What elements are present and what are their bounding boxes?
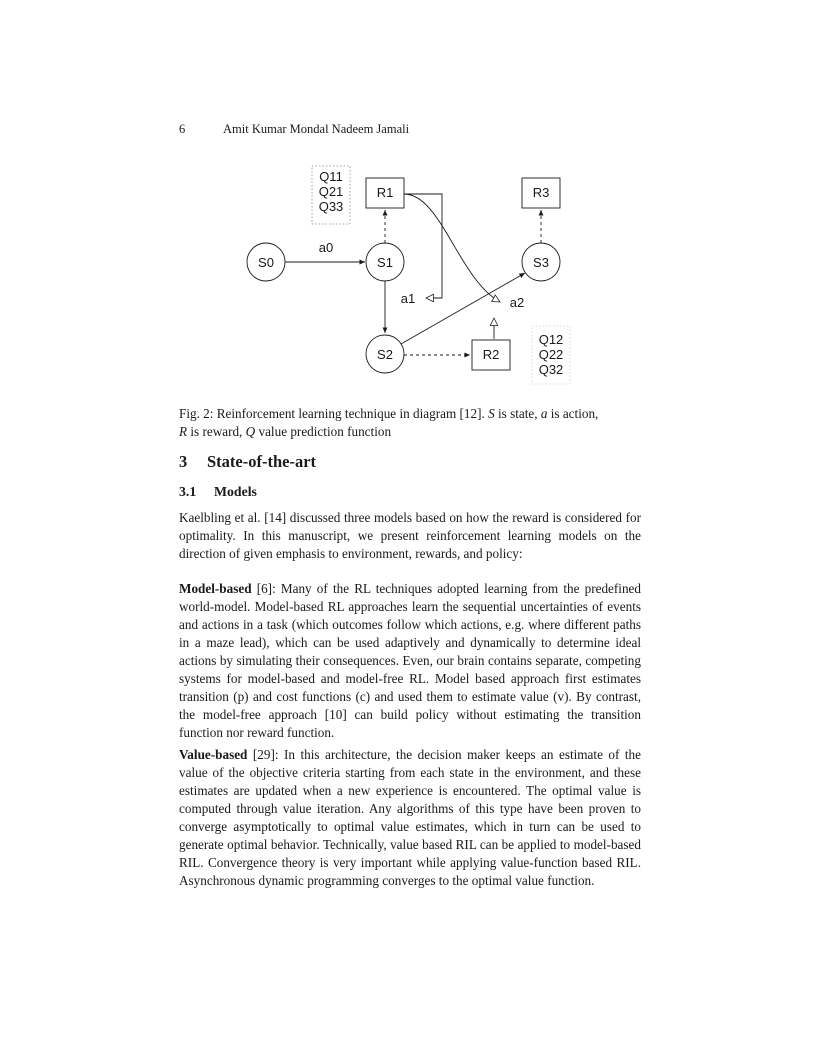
r2-label: R2 xyxy=(482,347,500,362)
edge-r1-a2 xyxy=(404,194,500,302)
a0-label: a0 xyxy=(318,240,334,255)
s3-label: S3 xyxy=(533,255,549,270)
caption-var-a: a xyxy=(540,406,548,421)
q33-label: Q33 xyxy=(318,199,344,214)
edge-s2-s3 xyxy=(401,273,525,344)
model-based-text: [6]: Many of the RL techniques adopted learning from the predefined world-model. Model-based RL approaches learn the sequential uncertainties of events and actions in a task (which outcomes follow which actions, e.g. where different paths in a maze lead), which can be used adaptively and dynamically to determine ideal actions by simulating their consequences. Even, our brain contains separate, competing systems for model-based and model-free RL. Model based approach first estimates transition (p) and cost functions (c) and used them to estimate value (v). By contrast, the model-free approach [10] can build policy without estimating the transition function nor reward function. xyxy=(179,581,641,740)
subsection-title: Models xyxy=(214,484,257,499)
value-based-term: Value-based xyxy=(179,747,248,762)
q21-label: Q21 xyxy=(318,184,344,199)
q22-label: Q22 xyxy=(538,347,564,362)
value-based-text: [29]: In this architecture, the decision maker keeps an estimate of the value of the objective criteria starting from each state in the environment, and these estimates are updated when a new experience is encountered. The optimal value is computed through value iteration. Any algorithms of this type have been proven to converge asymptotically to optimal value estimates, which in turn can be used to generate optimal behavior. Technically, value based RIL can be applied to model-based RIL. Convergence theory is very important while applying value-function based RIL. Asynchronous dynamic programming converges to the optimal value function. xyxy=(179,747,641,888)
page-number: 6 xyxy=(179,122,186,136)
r3-label: R3 xyxy=(532,185,550,200)
s0-label: S0 xyxy=(258,255,274,270)
edge-r1-a1 xyxy=(404,194,442,298)
caption-var-q: Q xyxy=(245,424,256,439)
figure-caption: Fig. 2: Reinforcement learning technique in diagram [12]. S is state, a is action, R is reward, Q value prediction function xyxy=(179,406,599,439)
rl-diagram xyxy=(236,160,576,395)
intro-paragraph: Kaelbling et al. [14] discussed three models based on how the reward is considered for optimality. In this manuscript, we present reinforcement learning models on the direction of given emphasis to environment, rewards, and policy: xyxy=(179,510,641,561)
q32-label: Q32 xyxy=(538,362,564,377)
a1-label: a1 xyxy=(400,291,416,306)
s2-label: S2 xyxy=(377,347,393,362)
subsection-heading xyxy=(179,484,257,500)
section-heading xyxy=(179,452,316,472)
model-based-term: Model-based xyxy=(179,581,252,596)
authors: Amit Kumar Mondal Nadeem Jamali xyxy=(223,122,410,136)
a2-label: a2 xyxy=(509,295,525,310)
running-head xyxy=(179,122,409,137)
section-title: State-of-the-art xyxy=(207,452,317,471)
s1-label: S1 xyxy=(377,255,393,270)
subsection-number: 3.1 xyxy=(179,484,197,499)
model-based-paragraph xyxy=(179,580,641,742)
caption-var-r: R xyxy=(179,424,188,439)
rl-diagram-svg xyxy=(236,160,576,395)
caption-var-s: S xyxy=(488,406,495,421)
q12-label: Q12 xyxy=(538,332,564,347)
section-number: 3 xyxy=(179,452,188,471)
value-based-paragraph xyxy=(179,746,641,890)
r1-label: R1 xyxy=(376,185,394,200)
q11-label: Q11 xyxy=(319,169,343,184)
